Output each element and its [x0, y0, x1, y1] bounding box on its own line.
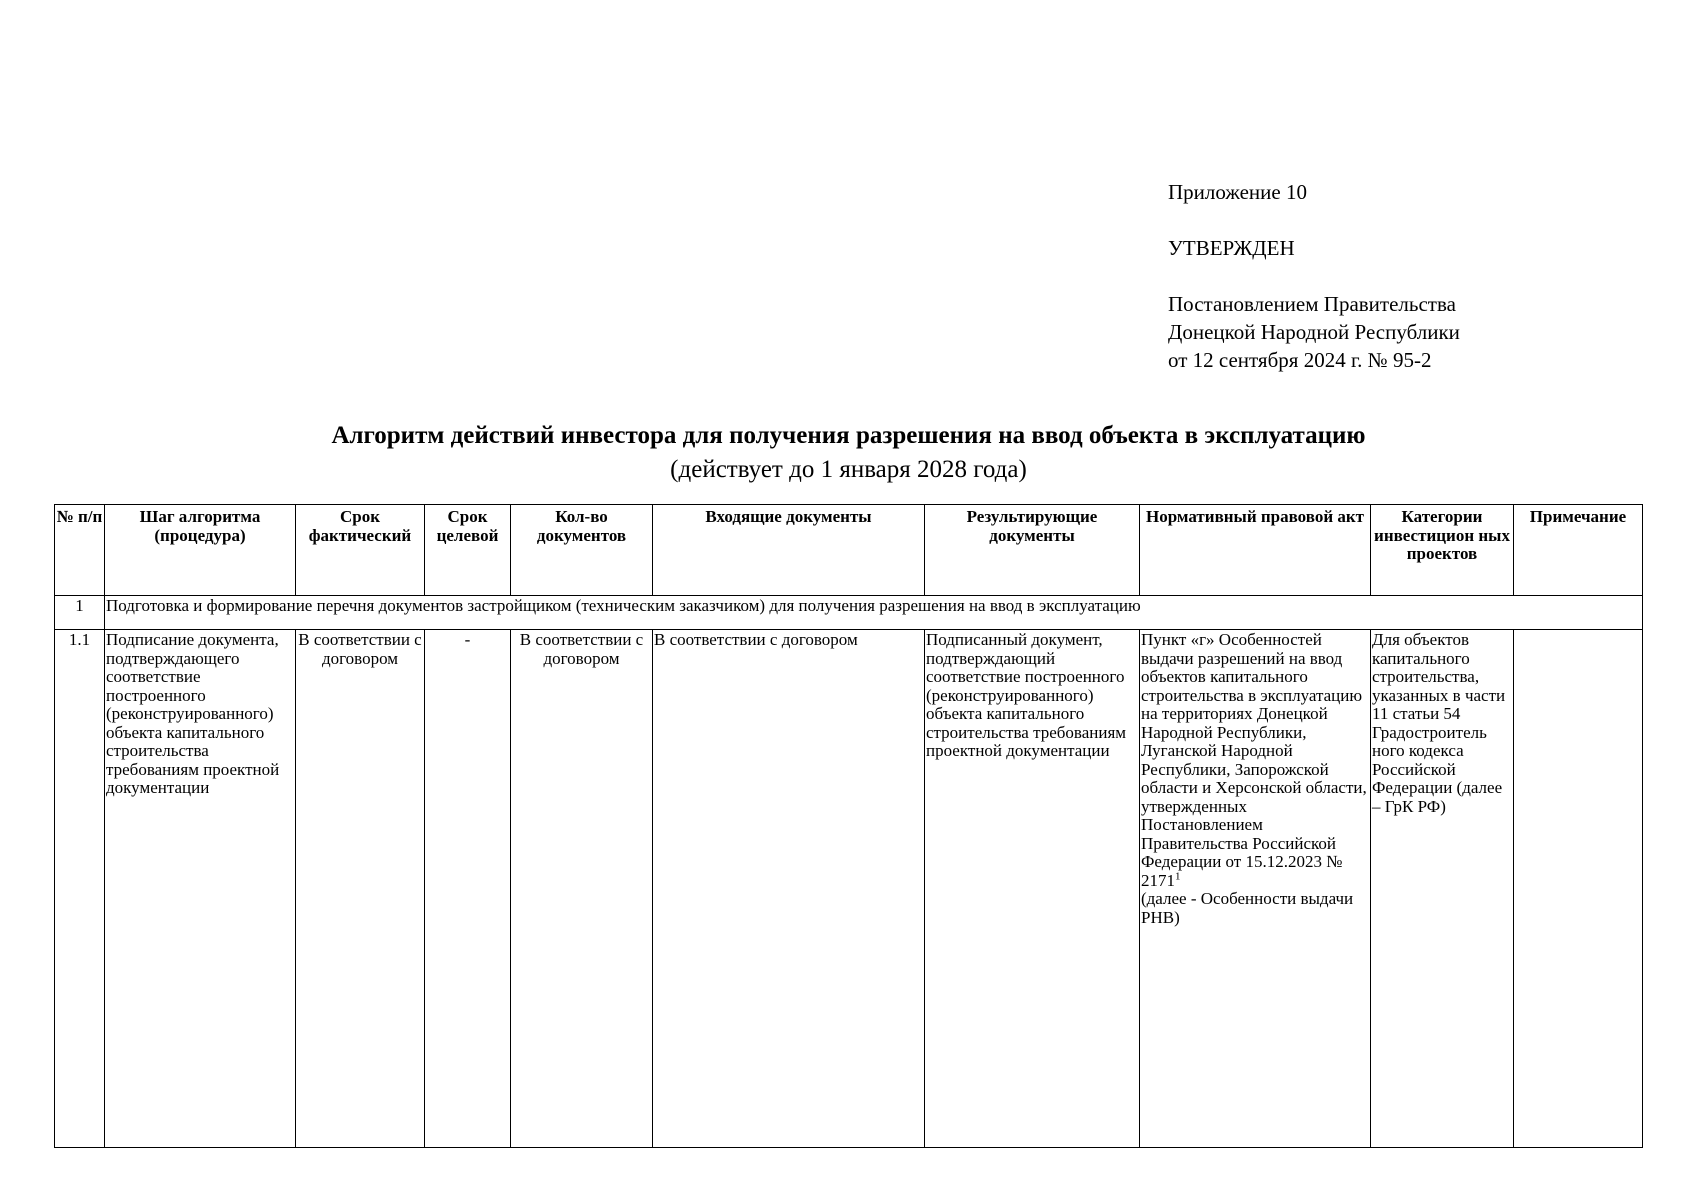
document-title: Алгоритм действий инвестора для получения разрешения на ввод объекта в эксплуатацию	[331, 422, 1366, 449]
act-footnote-mark: 1	[1175, 869, 1181, 882]
approval-line-1: Постановлением Правительства	[1168, 292, 1456, 316]
table-header-row	[55, 505, 1643, 596]
row-term-actual: В соответствии с договором	[296, 630, 425, 1148]
header-step: Шаг алгоритма (процедура)	[105, 505, 296, 596]
header-term-target: Срок целевой	[425, 505, 511, 596]
row-term-target: -	[425, 630, 511, 1148]
header-note: Примечание	[1514, 505, 1643, 596]
row-category: Для объектов капитального строительства, указанных в части 11 статьи 54 Градостроитель ного кодекса Российской Федерации (далее – ГрК РФ)	[1371, 630, 1514, 1148]
document-subtitle: (действует до 1 января 2028 года)	[670, 456, 1027, 483]
header-incoming: Входящие документы	[653, 505, 925, 596]
appendix-label: Приложение 10	[1168, 180, 1307, 204]
row-act-tail: (далее - Особенности выдачи РНВ)	[1141, 889, 1354, 927]
row-act	[1140, 630, 1371, 1148]
row-act-text: Пункт «г» Особенностей выдачи разрешений на ввод объектов капитального строительства в эксплуатацию на территориях Донецкой Народной Республики, Луганской Народной Республики, Запорожской области и Херсонской области, утвержденных Постановлением Правительства Российской Федерации от 15.12.2023 № 2171	[1141, 630, 1367, 890]
header-doc-count: Кол-во документов	[511, 505, 653, 596]
row-num: 1.1	[55, 630, 105, 1148]
approved-label: УТВЕРЖДЕН	[1168, 236, 1295, 260]
row-note	[1514, 630, 1643, 1148]
section-row	[55, 596, 1643, 630]
section-num: 1	[55, 596, 105, 630]
header-act: Нормативный правовой акт	[1140, 505, 1371, 596]
approval-line-3: от 12 сентября 2024 г. № 95-2	[1168, 348, 1432, 372]
row-result: Подписанный документ, подтверждающий соответствие построенного (реконструированного) объекта капитального строительства требованиям проектной документации	[925, 630, 1140, 1148]
section-text: Подготовка и формирование перечня документов застройщиком (техническим заказчиком) для получения разрешения на ввод в эксплуатацию	[105, 596, 1643, 630]
header-term-actual: Срок фактический	[296, 505, 425, 596]
approval-block	[1168, 178, 1460, 374]
approval-line-2: Донецкой Народной Республики	[1168, 320, 1460, 344]
header-result: Результирующие документы	[925, 505, 1140, 596]
row-doc-count: В соответствии с договором	[511, 630, 653, 1148]
row-step: Подписание документа, подтверждающего соответствие построенного (реконструированного) объекта капитального строительства требованиям проектной документации	[105, 630, 296, 1148]
header-category: Категории инвестицион ных проектов	[1371, 505, 1514, 596]
algorithm-table	[54, 504, 1643, 1148]
row-incoming: В соответствии с договором	[653, 630, 925, 1148]
table-row	[55, 630, 1643, 1148]
header-num: № п/п	[55, 505, 105, 596]
